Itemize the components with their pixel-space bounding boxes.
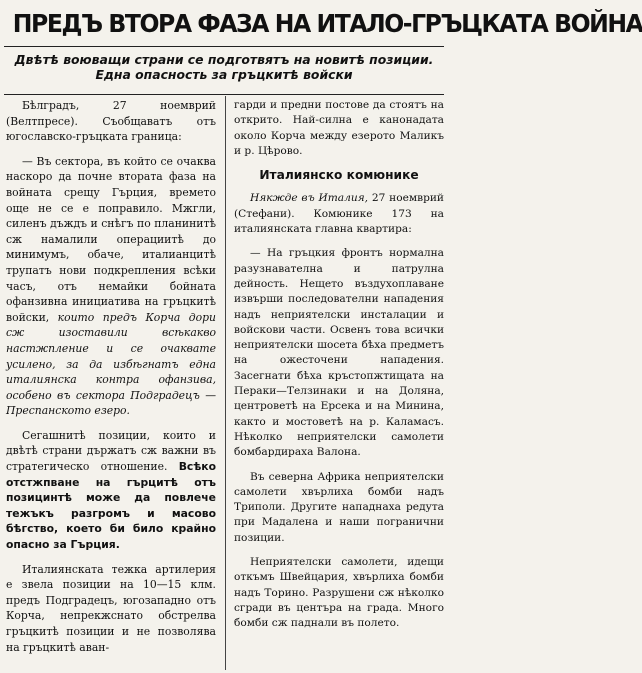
dateline-paragraph <box>234 191 444 237</box>
subhead-rule <box>4 94 444 95</box>
headline: ПРЕДЪ ВТОРА ФАЗА НА ИТАЛО-ГРЪЦКАТА ВОЙНА <box>12 9 642 38</box>
subheadline: Двѣтѣ воюващи страни се подготвятъ на новитѣ позиции. Една опасность за гръцкитѣ войски <box>14 52 434 82</box>
right-column <box>234 98 444 641</box>
body-paragraph: гарди и предни постове да стоятъ на открито. Най-силна е канонадата около Корча между езерото Маликъ и р. Цѣрово. <box>234 99 444 157</box>
body-text: Сегашнитѣ позиции, които и двѣтѣ страни държатъ сж важни въ стратегическо отношение. <box>6 428 216 474</box>
body-paragraph <box>6 428 216 553</box>
dateline-place: Някжде въ Италия, <box>250 192 369 205</box>
body-paragraph: — На гръцкия фронтъ нормална разузнавателна и патрулна дейность. Нещето въздухоплаване извърши последователни нападения надъ неприятелски инсталации и войскови части. Освенъ това всички неприятелски шосета бѣха предметъ на ожесточени нападения. Засегнати бѣха кръстопжтищата на Пераки—Телзинаки и на Доляна, центроветѣ на Ерсека и на Минина, както и мостоветѣ на р. Каламасъ. Нѣколко неприятелски самолети бомбардираха Валона. <box>234 247 444 459</box>
body-paragraph <box>6 154 216 419</box>
bold-text: Всѣко отстжпване на гърцитѣ отъ позицинтѣ може да повлече тежъкъ разгромъ и масово бѣгство, което би било крайно опасно за Гърция. <box>6 460 217 552</box>
dateline-paragraph: Бѣлградъ, 27 ноемврий (Велтпресе). Съобщаватъ отъ югославско-гръцката граница: <box>6 99 216 144</box>
body-paragraph: Италиянската тежка артилерия е звела позиции на 10—15 клм. предъ Подградецъ, югозападно отъ Корча, непрекжснато обстрелва гръцкитѣ позиции и не позволява на гръцкитѣ аван- <box>6 562 216 654</box>
body-text: — Въ сектора, въ който се очаква наскоро да почне втората фаза на войната срещу Гърция, времето още не се е поправило. Мжгли, силенъ дъждъ и снѣгъ по планинитѣ сж намалили операциитѣ до минимумъ, обаче, италианцитѣ трупатъ нови подкрепления всѣки часъ, отъ немайки бойната офанзивна инициатива на гръцкитѣ войски, <box>6 154 216 324</box>
body-paragraph: Въ северна Африка неприятелски самолети хвърлиха бомби надъ Триполи. Другите нападнаха редута при Мадалена и наши погранични позиции. <box>234 470 444 544</box>
column-divider <box>225 96 226 670</box>
section-title: Италиянско комюнике <box>259 168 419 183</box>
body-paragraph: Неприятелски самолети, идещи откъмъ Швейцария, хвърлиха бомби надъ Торино. Разрушени сж нѣколко сгради въ центъра на града. Много бомби сж паднали въ полето. <box>234 556 444 630</box>
headline-rule <box>4 46 444 47</box>
left-column <box>6 98 216 664</box>
italic-text: които предъ Корча дори сж изоставили всѣкакво настжпление и се очаквате усилено, за да избѣгнатъ една италиянска контра офанзива, особено въ сектора Подградецъ — Преспанското езеро. <box>6 310 216 418</box>
body-text: 27 ноемврий (Стефани). Комюнике 173 на италиянската главна квартира: <box>234 192 444 236</box>
